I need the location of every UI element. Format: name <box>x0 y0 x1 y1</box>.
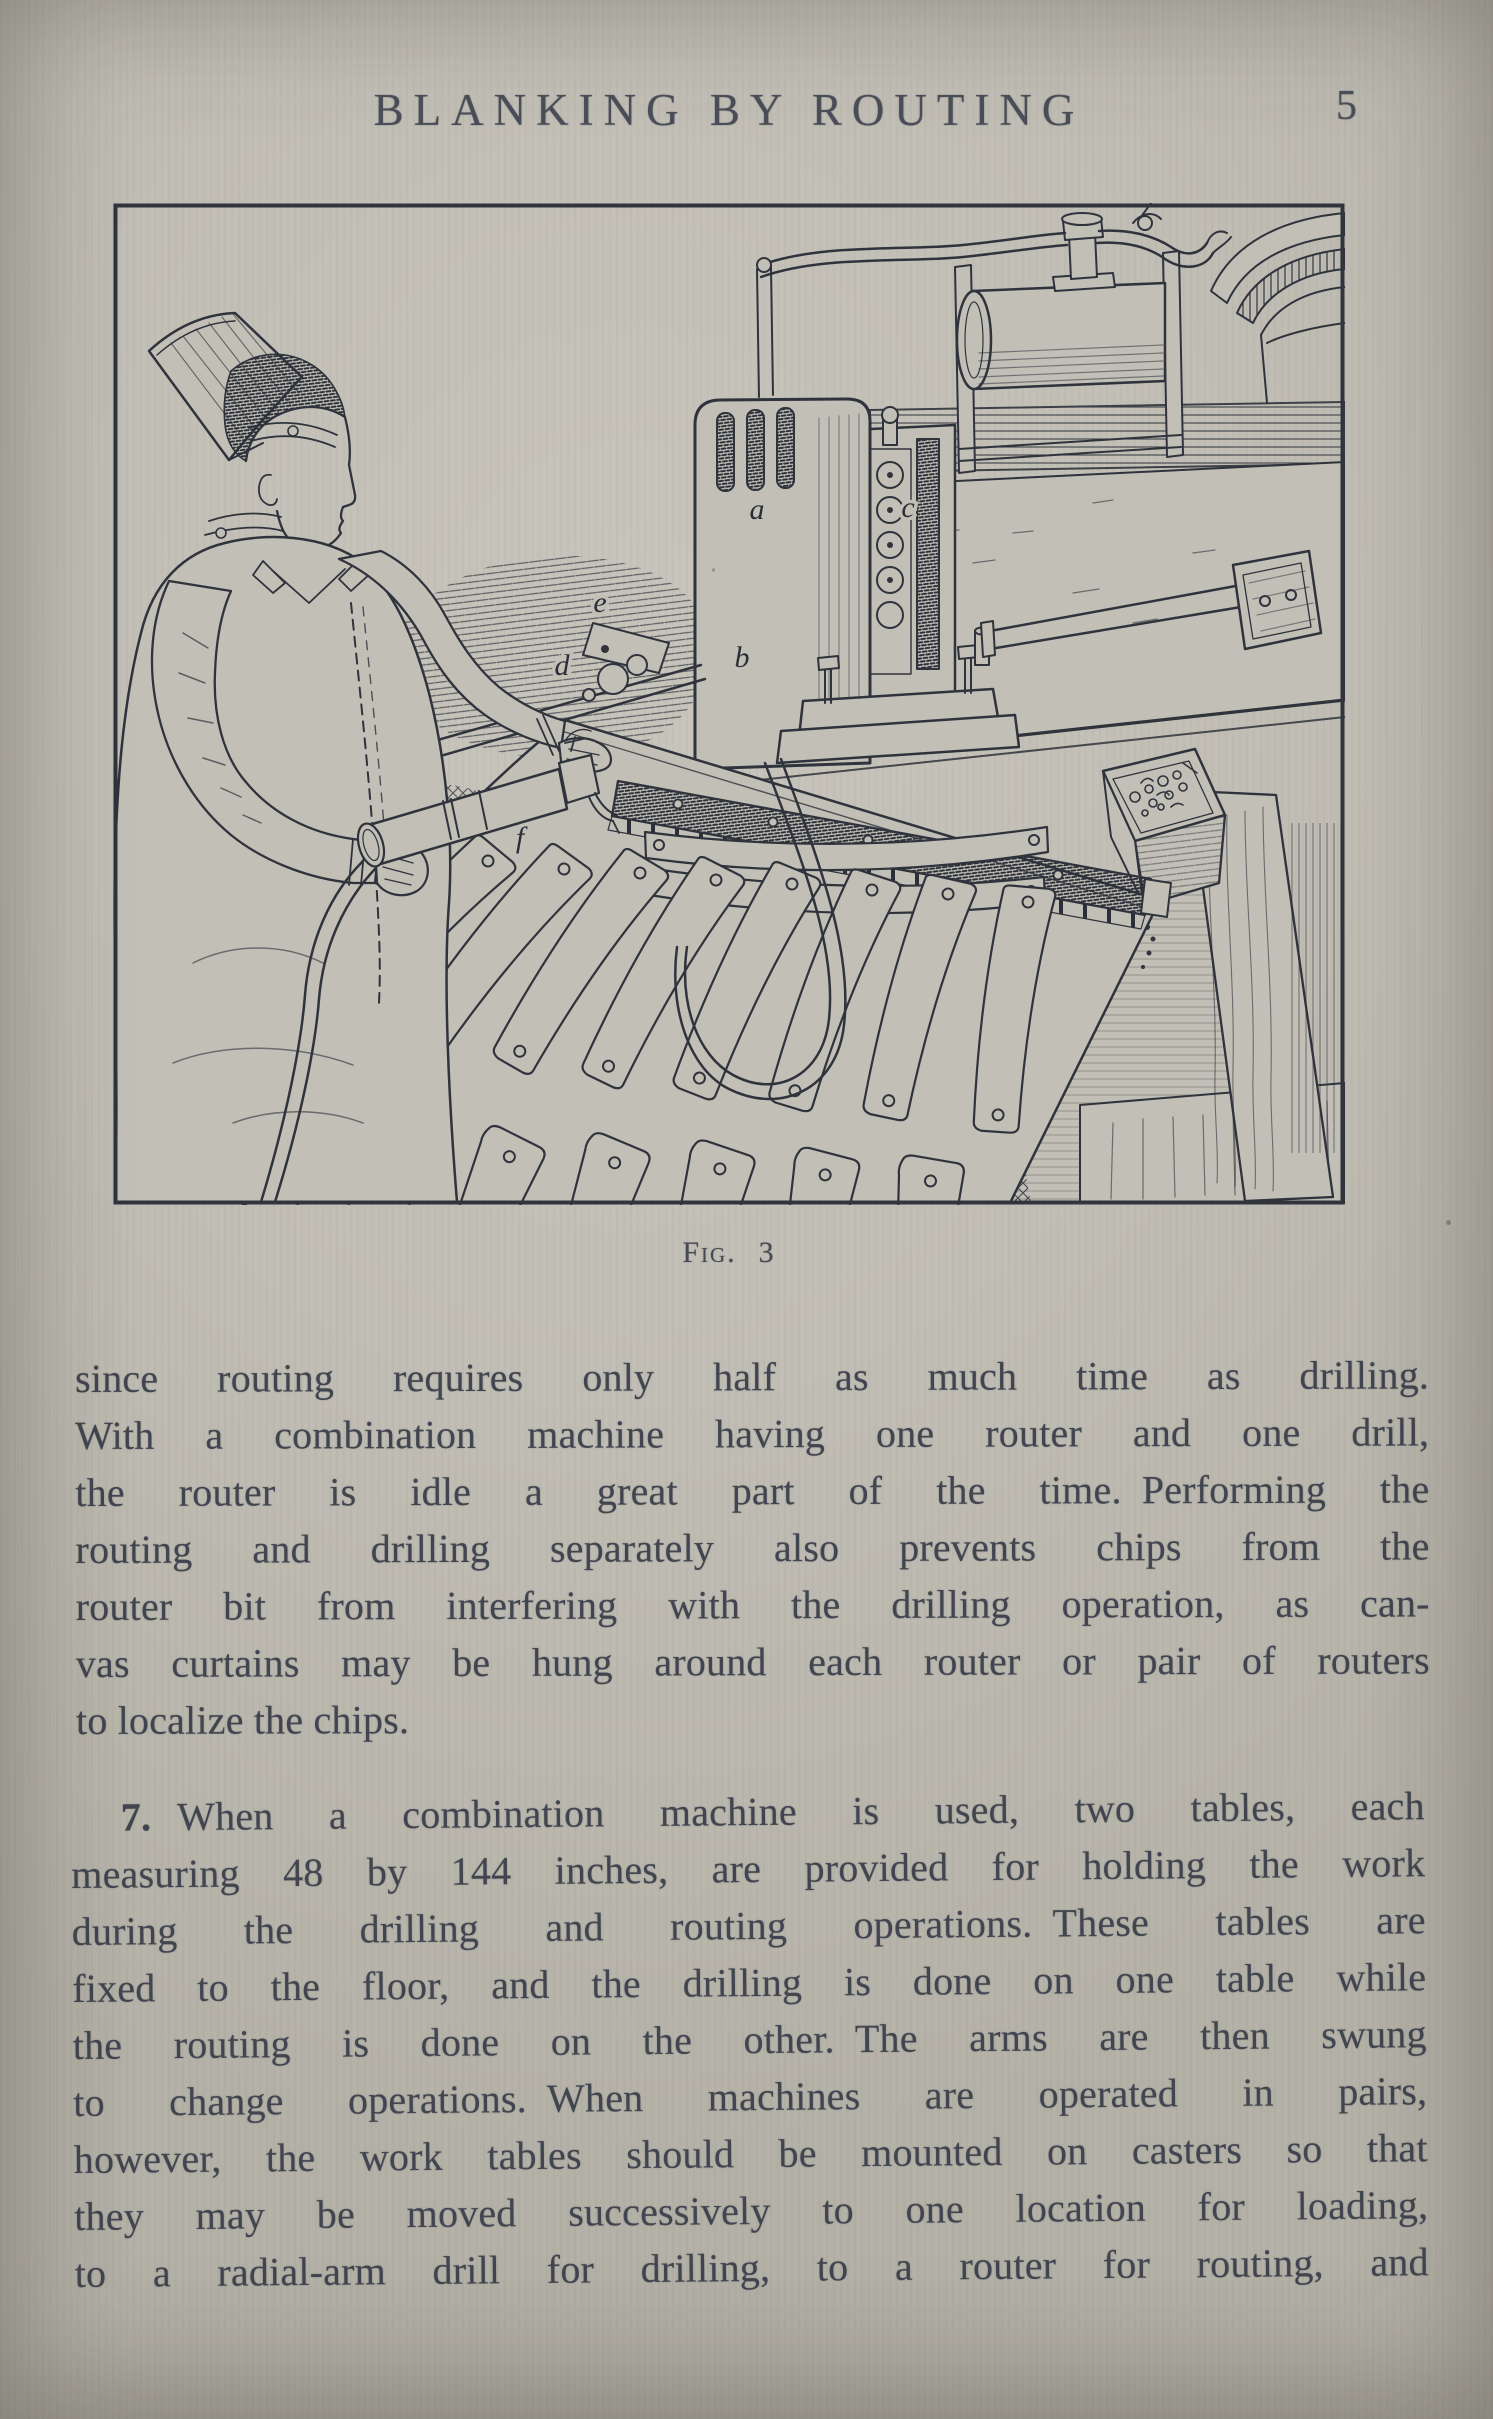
text-line: fixed to the floor, and the drilling is done on one table while <box>72 1954 1427 2012</box>
text-line: the router is idle a great part of the time. Performing the <box>75 1466 1430 1515</box>
text-line: With a combination machine having one router and one drill, <box>75 1409 1430 1458</box>
text-line: they may be moved successively to one location for loading, <box>74 2182 1429 2240</box>
text-line: to a radial-arm drill for drilling, to a router for routing, and <box>74 2239 1429 2297</box>
page-number: 5 <box>1336 83 1357 129</box>
text-line: vas curtains may be hung around each router or pair of routers <box>75 1637 1430 1686</box>
figure-frame <box>113 203 1345 1205</box>
figure-illustration <box>113 203 1345 1205</box>
paragraph-number: 7. <box>120 1794 152 1840</box>
text-line: to change operations. When machines are operated in pairs, <box>73 2068 1428 2126</box>
text-line: to localize the chips. <box>75 1697 410 1743</box>
text-line: measuring 48 by 144 inches, are provided for holding the work <box>71 1840 1426 1898</box>
paragraph-2 <box>71 1777 1429 2302</box>
page-title: BLANKING BY ROUTING <box>373 85 1085 135</box>
text-line: routing and drilling separately also prevents chips from the <box>75 1523 1430 1572</box>
text-line-content: When a combination machine is used, two tables, each <box>176 1783 1425 1840</box>
caption-label: Fig. <box>682 1236 737 1269</box>
figure-label-c: c <box>901 491 915 524</box>
figure-label-f: f <box>515 821 525 854</box>
text-line: router bit from interfering with the drilling operation, as can- <box>75 1580 1430 1629</box>
paper-speck <box>1446 1220 1451 1225</box>
figure-caption <box>113 1236 1345 1270</box>
figure-label-d: d <box>554 649 570 682</box>
figure-label-b: b <box>734 641 750 674</box>
text-line: during the drilling and routing operations. These tables are <box>71 1897 1426 1955</box>
paragraph-1 <box>75 1346 1430 1749</box>
figure-label-e: e <box>593 586 607 619</box>
text-line: however, the work tables should be mounted on casters so that <box>73 2125 1428 2183</box>
text-line: since routing requires only half as much time as drilling. <box>75 1352 1430 1401</box>
caption-number: 3 <box>758 1236 776 1269</box>
text-line: the routing is done on the other. The arms are then swung <box>72 2011 1427 2069</box>
figure-label-a: a <box>749 493 765 526</box>
